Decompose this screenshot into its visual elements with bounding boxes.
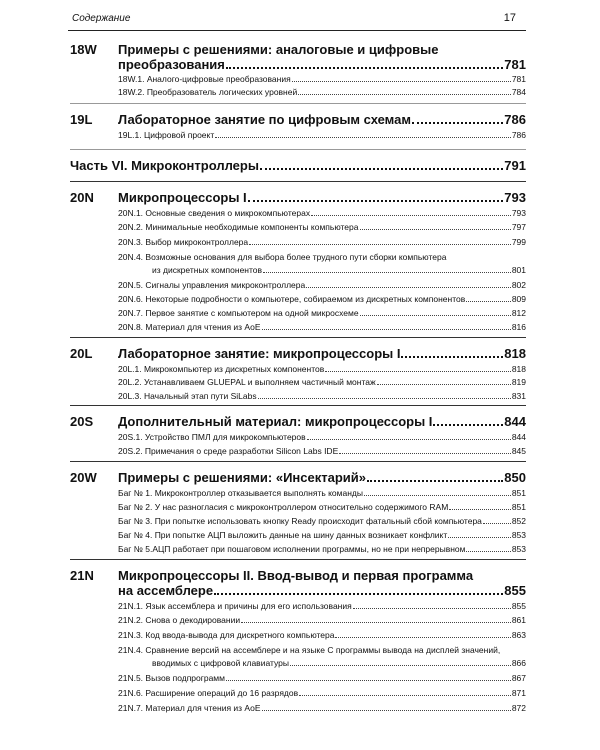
toc-entry[interactable]: из дискретных компонентов 801 [152, 265, 526, 275]
chapter-heading-20N[interactable]: Микропроцессоры I 793 [118, 190, 526, 205]
section-divider [70, 103, 526, 104]
chapter-code: 19L [70, 112, 93, 127]
toc-entry[interactable]: 20N.6. Некоторые подробности о компьютере, собираемом из дискретных компонентов 809 [118, 294, 526, 304]
toc-entry[interactable]: 20N.2. Минимальные необходимые компоненты компьютера 797 [118, 222, 526, 232]
toc-entry[interactable]: 20N.8. Материал для чтения из AoE 816 [118, 322, 526, 332]
toc-entry-line1: 20N.4. Возможные основания для выбора более трудного пути сборки компьютера [118, 252, 447, 262]
chapter-code: 20N [70, 190, 94, 205]
chapter-title-line2: преобразования [118, 57, 225, 72]
part-heading[interactable]: Часть VI. Микроконтроллеры 791 [70, 158, 526, 173]
toc-entry[interactable]: 20S.2. Примечания о среде разработки Silicon Labs IDE 845 [118, 446, 526, 456]
toc-entry[interactable]: 21N.7. Материал для чтения из AoE 872 [118, 703, 526, 713]
toc-entry[interactable]: 19L.1. Цифровой проект 786 [118, 130, 526, 140]
section-divider [70, 149, 526, 150]
toc-entry[interactable]: Баг № 1. Микроконтроллер отказывается выполнять команды 851 [118, 488, 526, 498]
section-divider [70, 405, 526, 406]
chapter-heading-21N[interactable]: на ассемблере 855 [118, 583, 526, 598]
chapter-heading-18W[interactable] [118, 57, 526, 72]
toc-entry[interactable]: 21N.5. Вызов подпрограмм 867 [118, 673, 526, 683]
chapter-title-line1: Микропроцессоры II. Ввод-вывод и первая программа [118, 568, 474, 583]
section-divider [70, 181, 526, 182]
page-number: 17 [503, 12, 516, 24]
chapter-code: 20L [70, 346, 93, 361]
toc-entry[interactable]: 20N.7. Первое занятие с компьютером на одной микросхеме 812 [118, 308, 526, 318]
toc-entry[interactable]: 20L.2. Устанавливаем GLUEPAL и выполняем частичный монтаж 819 [118, 377, 526, 387]
toc-entry[interactable]: 20N.5. Сигналы управления микроконтроллера 802 [118, 280, 526, 290]
section-divider [70, 337, 526, 338]
header-rule [68, 30, 526, 31]
toc-entry-line1: 21N.4. Сравнение версий на ассемблере и на языке С программы вывода на дисплей значений, [118, 645, 501, 655]
running-header-title: Содержание [72, 13, 131, 24]
toc-entry[interactable]: 21N.3. Код ввода-вывода для дискретного компьютера 863 [118, 630, 526, 640]
toc-entry[interactable]: Баг № 2. У нас разногласия с микроконтроллером относительно содержимого RAM 851 [118, 502, 526, 512]
section-divider [70, 461, 526, 462]
toc-entry[interactable]: Баг № 4. При попытке АЦП выложить данные на шину данных возникает конфликт 853 [118, 530, 526, 540]
toc-entry[interactable]: 20N.3. Выбор микроконтроллера 799 [118, 237, 526, 247]
chapter-code: 18W [70, 42, 97, 57]
toc-entry[interactable]: вводимых с цифровой клавиатуры 866 [152, 658, 526, 668]
toc-entry[interactable]: 20S.1. Устройство ПМЛ для микрокомпьютеров 844 [118, 432, 526, 442]
chapter-heading-20S[interactable]: Дополнительный материал: микропроцессоры I 844 [118, 414, 526, 429]
chapter-page: 781 [504, 57, 526, 72]
chapter-title-line1: Примеры с решениями: аналоговые и цифровые [118, 42, 439, 57]
chapter-heading-20L[interactable]: Лабораторное занятие: микропроцессоры I 818 [118, 346, 526, 361]
toc-entry[interactable]: 21N.6. Расширение операций до 16 разрядов 871 [118, 688, 526, 698]
chapter-code: 20W [70, 470, 97, 485]
toc-entry[interactable]: 18W.2. Преобразователь логических уровней 784 [118, 87, 526, 97]
toc-entry[interactable]: 20N.1. Основные сведения о микрокомпьютерах 793 [118, 208, 526, 218]
toc-entry[interactable]: 21N.1. Язык ассемблера и причины для его использования 855 [118, 601, 526, 611]
chapter-heading-20W[interactable]: Примеры с решениями: «Инсектарий» 850 [118, 470, 526, 485]
chapter-code: 21N [70, 568, 94, 583]
toc-entry[interactable]: 20L.3. Начальный этап пути SiLabs 831 [118, 391, 526, 401]
toc-entry[interactable]: 20L.1. Микрокомпьютер из дискретных компонентов 818 [118, 364, 526, 374]
chapter-heading-19L[interactable]: Лабораторное занятие по цифровым схемам 786 [118, 112, 526, 127]
toc-entry[interactable]: Баг № 5.АЦП работает при пошаговом исполнении программы, но не при непрерывном 853 [118, 544, 526, 554]
section-divider [70, 559, 526, 560]
toc-entry[interactable]: 18W.1. Аналого-цифровые преобразования 781 [118, 74, 526, 84]
chapter-code: 20S [70, 414, 94, 429]
toc-entry[interactable]: 21N.2. Снова о декодировании 861 [118, 615, 526, 625]
toc-entry[interactable]: Баг № 3. При попытке использовать кнопку Ready происходит фатальный сбой компьютера 852 [118, 516, 526, 526]
chapter-title-line2: на ассемблере [118, 583, 214, 598]
